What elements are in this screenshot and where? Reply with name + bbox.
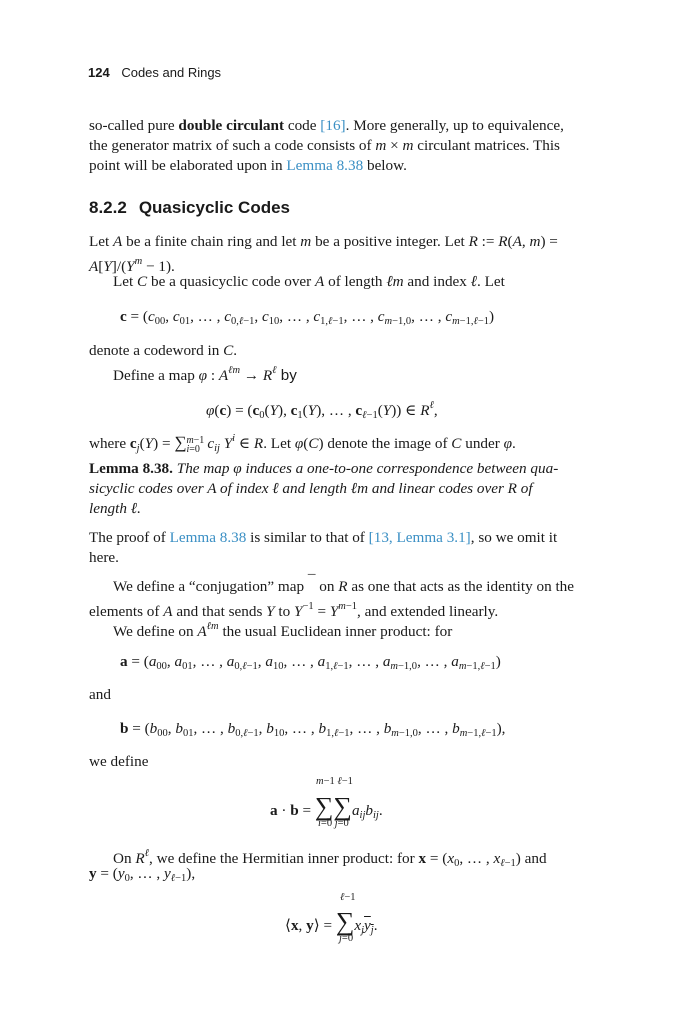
- lemma-label: Lemma 8.38.: [89, 460, 173, 477]
- para3-line2: Define a map φ : $A^{\ell m} \to R^\ell$ by: [113, 365, 297, 384]
- para6-line1: On $R^\ell$, we define the Hermitian inner product: for $x = (x_0$, … , $x_{\ell-1}$) and: [113, 848, 547, 869]
- proof-line1: The proof of Lemma 8.38 is similar to that of [13, Lemma 3.1], so we omit it: [89, 529, 558, 546]
- hermitian-product-equation: ⟨x, y⟩ = $\sum x_j\overline{y}_{\overline{j}}$.: [285, 907, 378, 936]
- codeword-equation: $c = (c_{00}$, $c_{01}$, … , $c_{0,\ell-1}$, $c_{10}$, … , $c_{1,\ell-1}$, … , $c_{m-1,0}$, … , $c_{m-1,\ell-1}$): [120, 308, 495, 327]
- proof-line2: here.: [89, 549, 119, 566]
- para2-line1: Let A be a finite chain ring and let m be a positive integer. Let R := R(A, m) =: [89, 233, 558, 250]
- lemma-link[interactable]: Lemma 8.38: [286, 157, 364, 174]
- para4-line1: where $c_j(Y) = \sum m-1$ i=0 $c_{ij}$ $Y^i$ ∈ R. Let φ(C) denote the image of C under φ.: [89, 433, 516, 455]
- para1-line3: point will be elaborated upon in Lemma 8.38 below.: [89, 157, 407, 174]
- para5-line2: elements of A and that sends Y to $Y^{-1} = Y^{m-1}$, and extended linearly.: [89, 601, 499, 620]
- running-title: Codes and Rings: [121, 65, 222, 80]
- section-title: Quasicyclic Codes: [138, 198, 290, 217]
- we-define: we define: [89, 753, 149, 770]
- citation-link[interactable]: [16]: [320, 117, 346, 134]
- lemma-8-38: [89, 459, 558, 479]
- phi-equation: $\varphi(c) = (c_0(Y)$, $c_1(Y)$, … , $c_{\ell-1}(Y)$) ∈ $R^\ell$,: [206, 400, 438, 421]
- section-heading: [89, 198, 290, 218]
- page-number: 124: [88, 65, 110, 80]
- herm-sum-lower-limit: j=0: [339, 933, 354, 944]
- bold-term: double circulant: [178, 117, 285, 134]
- sum-lower-limits: i=0 j=0: [318, 818, 349, 829]
- euclidean-product-equation: $a \cdot b = \sum\sum a_{ij}b_{ij}$.: [270, 792, 383, 821]
- para6-line2: $y = (y_0$, … , $y_{\ell-1}$),: [89, 865, 196, 884]
- running-header: [88, 65, 221, 80]
- lemma-link[interactable]: Lemma 8.38: [169, 529, 247, 546]
- para1-line1: so-called pure double circulant code [16]. More generally, up to equivalence,: [89, 117, 564, 134]
- herm-sum-upper-limit: ℓ−1: [340, 892, 356, 903]
- para5-line1: We define a “conjugation” map ¯ on R as one that acts as the identity on the: [113, 572, 575, 595]
- and-word: and: [89, 686, 111, 703]
- para1-line2: the generator matrix of such a code consists of m × m circulant matrices. This: [89, 137, 560, 154]
- citation-link[interactable]: [13, Lemma 3.1]: [368, 529, 471, 546]
- lemma-text-3: length ℓ.: [89, 500, 141, 517]
- lemma-text-1: The map φ induces a one-to-one correspondence between qua-: [172, 460, 559, 477]
- para3-line1: denote a codeword in C.: [89, 342, 238, 359]
- para5-line3: We define on $A^{\ell m}$ the usual Euclidean inner product: for: [113, 621, 453, 640]
- para2-line3: Let C be a quasicyclic code over A of length ℓm and index ℓ. Let: [113, 273, 505, 290]
- para2-line2: $A[Y]/(Y^m - 1)$.: [89, 256, 175, 275]
- vector-b-equation: $b = (b_{00}$, $b_{01}$, … , $b_{0,\ell-1}$, $b_{10}$, … , $b_{1,\ell-1}$, … , $b_{m-1,0}$, … , $b_{m-1,\ell-1}$),: [120, 720, 506, 739]
- vector-a-equation: $a = (a_{00}$, $a_{01}$, … , $a_{0,\ell-1}$, $a_{10}$, … , $a_{1,\ell-1}$, … , $a_{m-1,0}$, … , $a_{m-1,\ell-1}$): [120, 653, 501, 672]
- sum-upper-limits: m−1 ℓ−1: [316, 776, 353, 787]
- section-number: 8.2.2: [89, 198, 127, 217]
- lemma-text-2: sicyclic codes over A of index ℓ and length ℓm and linear codes over R of: [89, 480, 533, 497]
